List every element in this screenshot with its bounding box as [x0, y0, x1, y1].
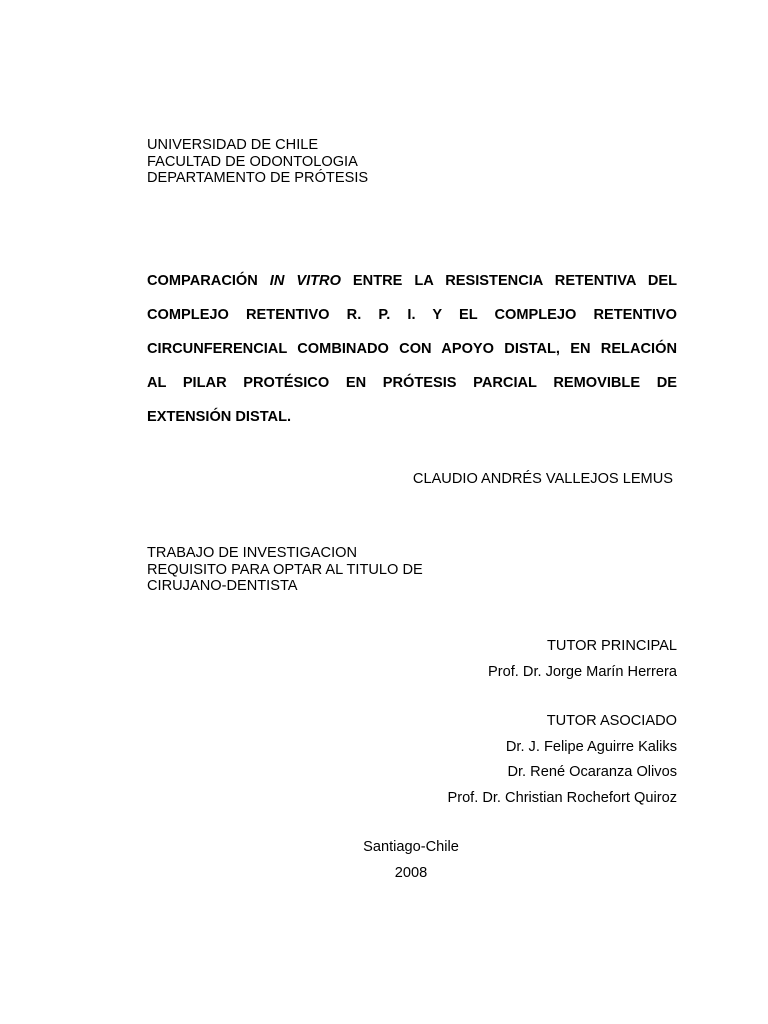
author-name: CLAUDIO ANDRÉS VALLEJOS LEMUS — [412, 471, 673, 487]
thesis-title — [147, 264, 677, 434]
title-line-4: AL PILAR PROTÉSICO EN PRÓTESIS PARCIAL REMOVIBLE DE — [147, 375, 677, 391]
work-type: TRABAJO DE INVESTIGACION — [147, 545, 358, 561]
tutor-principal-heading: TUTOR PRINCIPAL — [546, 638, 677, 654]
tutor-asociado-section — [147, 709, 677, 811]
tutor-asociado-name: Prof. Dr. Christian Rochefort Quiroz — [447, 789, 677, 806]
tutor-principal-name: Prof. Dr. Jorge Marín Herrera — [488, 663, 677, 680]
place-and-date — [300, 834, 522, 886]
department-name: DEPARTAMENTO DE PRÓTESIS — [147, 170, 369, 187]
institution-header — [147, 137, 677, 187]
title-line-5: EXTENSIÓN DISTAL. — [147, 409, 292, 425]
year: 2008 — [394, 865, 428, 881]
title-line-3: CIRCUNFERENCIAL COMBINADO CON APOYO DISTAL, EN RELACIÓN — [147, 341, 677, 357]
faculty-name: FACULTAD DE ODONTOLOGIA — [147, 153, 358, 170]
university-name: UNIVERSIDAD DE CHILE — [147, 137, 319, 153]
place-name: Santiago-Chile — [363, 839, 459, 855]
work-description — [147, 545, 677, 595]
title-line-2: COMPLEJO RETENTIVO R. P. I. Y EL COMPLEJO RETENTIVO — [147, 307, 677, 323]
title-line-1 — [147, 264, 677, 298]
title-line-1-start: COMPARACIÓN — [147, 273, 270, 289]
work-requirement: REQUISITO PARA OPTAR AL TITULO DE — [147, 561, 423, 578]
work-degree: CIRUJANO-DENTISTA — [147, 578, 298, 595]
tutor-principal-section — [147, 634, 677, 685]
tutor-asociado-heading: TUTOR ASOCIADO — [546, 713, 677, 729]
tutor-asociado-name: Dr. J. Felipe Aguirre Kaliks — [505, 738, 677, 755]
tutor-asociado-name: Dr. René Ocaranza Olivos — [507, 764, 677, 780]
title-in-vitro: IN VITRO — [269, 273, 341, 289]
title-line-1-end: ENTRE LA RESISTENCIA RETENTIVA DEL — [340, 273, 678, 289]
